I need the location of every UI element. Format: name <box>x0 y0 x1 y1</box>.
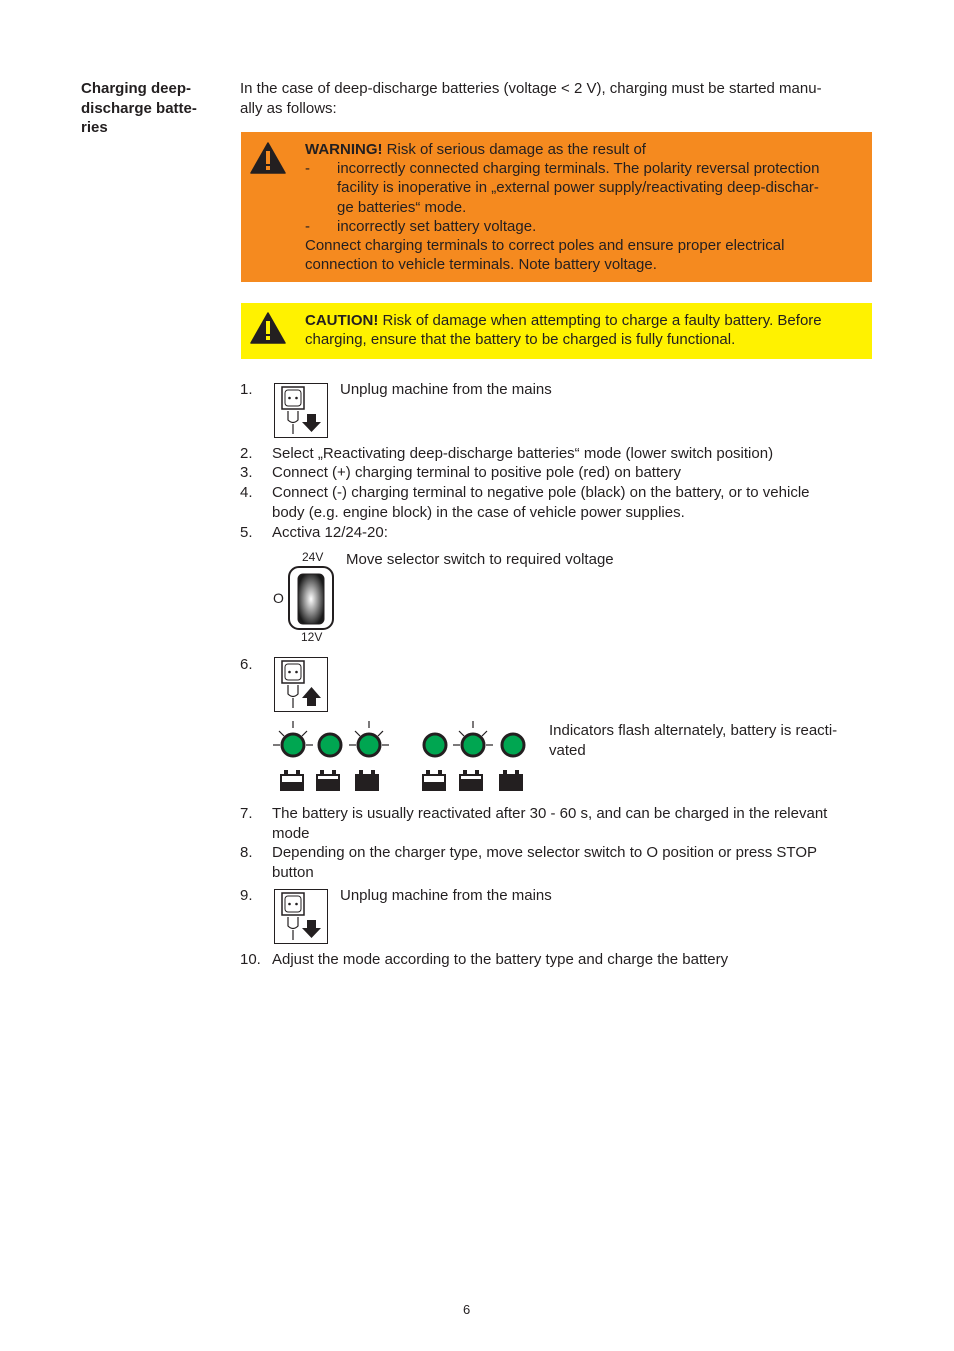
step-number: 5. <box>240 524 253 541</box>
caution-content <box>305 311 861 349</box>
indicator-text <box>549 721 869 760</box>
warning-item-line: incorrectly connected charging terminals. The polarity reversal protection <box>337 160 820 178</box>
step-number: 4. <box>240 484 253 501</box>
warning-dash: - <box>305 160 310 178</box>
switch-label-off: O <box>273 590 284 606</box>
switch-label-12v: 12V <box>301 630 323 644</box>
step-text: Acctiva 12/24-20: <box>272 524 388 541</box>
switch-label-24v: 24V <box>302 550 324 564</box>
step-text-line: body (e.g. engine block) in the case of vehicle power supplies. <box>272 503 685 521</box>
caution-title: CAUTION! <box>305 312 379 329</box>
intro-paragraph <box>240 79 870 118</box>
warning-triangle-icon <box>250 312 286 344</box>
step-number: 9. <box>240 887 253 904</box>
section-heading-line: Charging deep- <box>81 80 192 97</box>
step-number: 6. <box>240 656 253 673</box>
intro-line: ally as follows: <box>240 99 337 117</box>
warning-title-rest: Risk of serious damage as the result of <box>382 141 646 158</box>
step-text-line: button <box>272 863 314 881</box>
unplug-icon <box>274 383 328 438</box>
step-text: Move selector switch to required voltage <box>346 551 614 568</box>
step-text <box>272 843 872 882</box>
warning-item-line: facility is inoperative in „external power supply/reactivating deep-dischar- <box>337 179 819 197</box>
step-text: Unplug machine from the mains <box>340 381 552 398</box>
plug-in-icon <box>274 657 328 712</box>
step-text: Unplug machine from the mains <box>340 887 552 904</box>
warning-box <box>241 132 872 282</box>
caution-text: Risk of damage when attempting to charge a faulty battery. Before <box>378 312 822 329</box>
intro-line: In the case of deep-discharge batteries (voltage < 2 V), charging must be started manu- <box>240 80 822 97</box>
warning-item <box>305 217 861 236</box>
step-text <box>272 483 872 522</box>
step-text: Connect (+) charging terminal to positive pole (red) on battery <box>272 464 681 481</box>
step-text-line: Depending on the charger type, move selector switch to O position or press STOP <box>272 844 817 861</box>
step-text-line: mode <box>272 824 310 842</box>
warning-item <box>305 159 861 217</box>
section-heading-line: ries <box>81 119 108 136</box>
indicator-illustration <box>268 718 532 794</box>
step-number: 7. <box>240 805 253 822</box>
selector-switch-icon <box>288 566 336 632</box>
step-number: 2. <box>240 445 253 462</box>
step-text-line: Connect (-) charging terminal to negative pole (black) on the battery, or to vehicle <box>272 484 810 501</box>
warning-closing-line: Connect charging terminals to correct poles and ensure proper electrical <box>305 237 785 255</box>
warning-title: WARNING! <box>305 141 383 158</box>
warning-content <box>305 140 861 274</box>
step-number: 1. <box>240 381 253 398</box>
section-heading-line: discharge batte- <box>81 99 197 117</box>
step-text <box>272 804 872 843</box>
step-number: 8. <box>240 844 253 861</box>
warning-triangle-icon <box>250 142 286 174</box>
step-text-line: The battery is usually reactivated after 30 - 60 s, and can be charged in the relevant <box>272 805 828 822</box>
step-text: Adjust the mode according to the battery type and charge the battery <box>272 951 729 968</box>
warning-dash: - <box>305 217 310 235</box>
indicator-text-line: Indicators flash alternately, battery is reacti- <box>549 722 838 739</box>
warning-closing-line: connection to vehicle terminals. Note battery voltage. <box>305 256 657 274</box>
caution-box <box>241 303 872 359</box>
step-number: 3. <box>240 464 253 481</box>
indicator-text-line: vated <box>549 741 586 759</box>
caution-text: charging, ensure that the battery to be charged is fully functional. <box>305 331 736 349</box>
section-heading <box>81 79 221 138</box>
page-number: 6 <box>463 1302 471 1317</box>
warning-item-line: incorrectly set battery voltage. <box>337 217 537 235</box>
step-text: Select „Reactivating deep-discharge batteries“ mode (lower switch position) <box>272 445 774 462</box>
step-number: 10. <box>240 951 261 968</box>
warning-item-line: ge batteries“ mode. <box>337 198 467 216</box>
unplug-icon <box>274 889 328 944</box>
